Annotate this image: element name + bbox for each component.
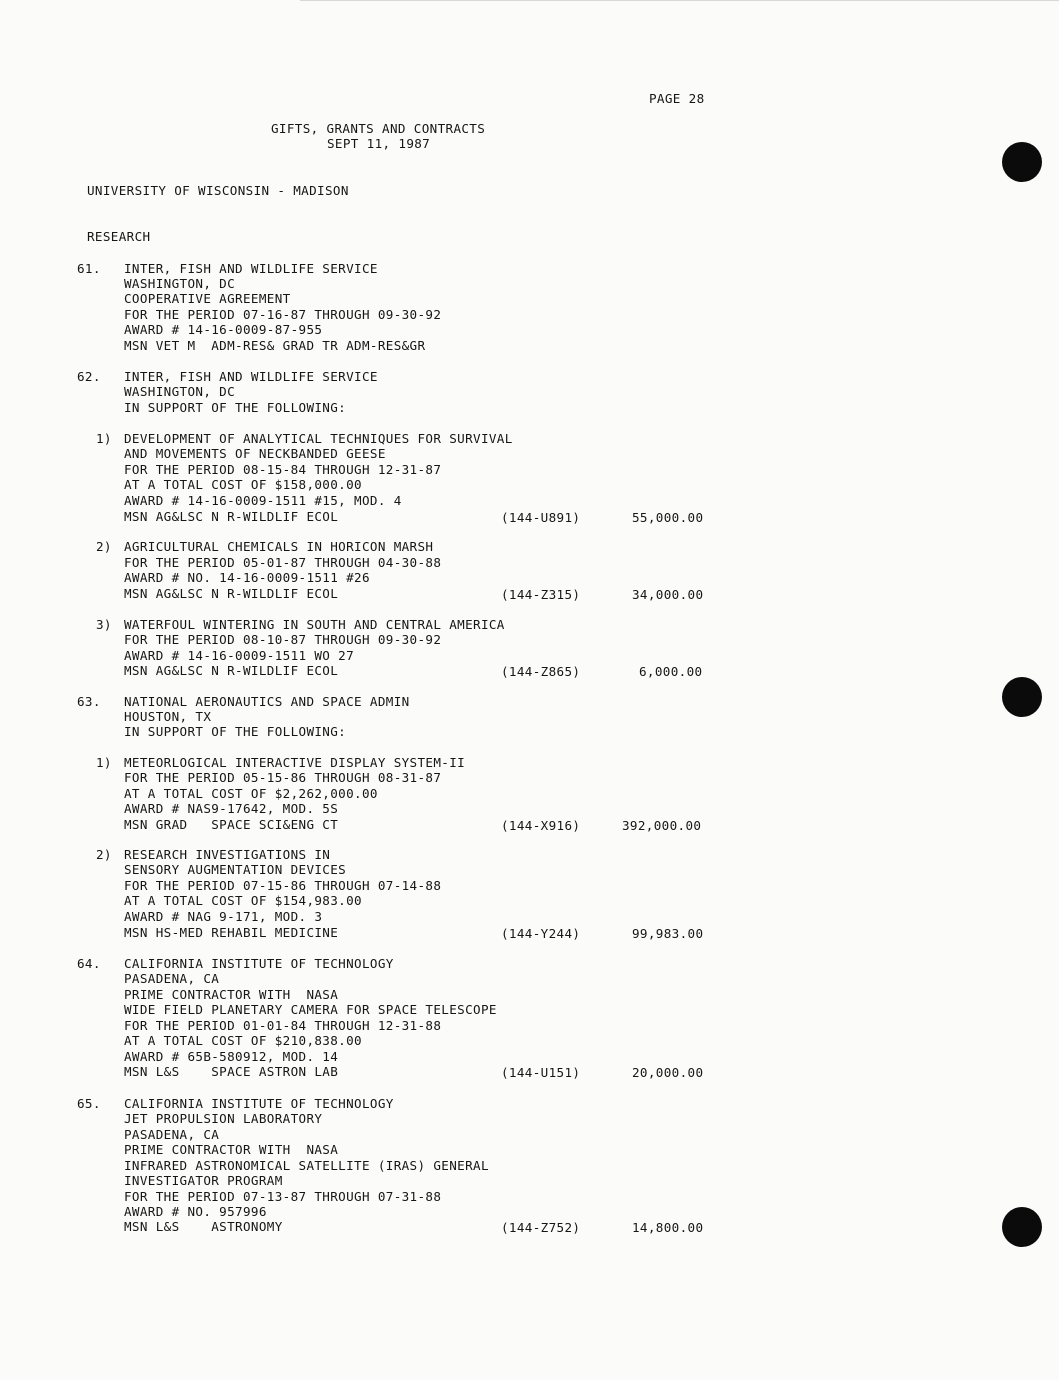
scan-edge-line (300, 0, 1059, 1)
page-number: PAGE 28 (649, 91, 705, 106)
entry-line: WIDE FIELD PLANETARY CAMERA FOR SPACE TELESCOPE (124, 1002, 497, 1017)
entry-line: MSN L&S SPACE ASTRON LAB (124, 1064, 339, 1079)
entry-line: FOR THE PERIOD 08-10-87 THROUGH 09-30-92 (124, 632, 442, 647)
entry-line: PRIME CONTRACTOR WITH NASA (124, 1142, 339, 1157)
entry-line: INTER, FISH AND WILDLIFE SERVICE (124, 369, 378, 384)
entry-line: AWARD # 14-16-0009-87-955 (124, 322, 323, 337)
entry-number: 62. (77, 369, 101, 384)
entry-line: SENSORY AUGMENTATION DEVICES (124, 862, 347, 877)
award-amount: 55,000.00 (632, 510, 704, 525)
account-code: (144-Z752) (501, 1220, 581, 1235)
entry-number: 63. (77, 694, 101, 709)
entry-line: INVESTIGATOR PROGRAM (124, 1173, 283, 1188)
account-code: (144-U151) (501, 1065, 581, 1080)
entry-line: AT A TOTAL COST OF $154,983.00 (124, 893, 362, 908)
entry-line: IN SUPPORT OF THE FOLLOWING: (124, 400, 347, 415)
sub-item-index: 3) (96, 617, 112, 632)
entry-line: AWARD # 14-16-0009-1511 #15, MOD. 4 (124, 493, 402, 508)
account-code: (144-Z865) (501, 664, 581, 679)
award-amount: 14,800.00 (632, 1220, 704, 1235)
award-amount: 20,000.00 (632, 1065, 704, 1080)
sub-item-index: 2) (96, 539, 112, 554)
binder-hole-bottom (1002, 1207, 1042, 1247)
sub-item-index: 1) (96, 755, 112, 770)
award-amount: 34,000.00 (632, 587, 704, 602)
entry-line: AWARD # 65B-580912, MOD. 14 (124, 1049, 339, 1064)
entry-line: MSN AG&LSC N R-WILDLIF ECOL (124, 663, 339, 678)
entry-line: PASADENA, CA (124, 971, 220, 986)
entry-line: AND MOVEMENTS OF NECKBANDED GEESE (124, 446, 386, 461)
entry-line: AWARD # NAG 9-171, MOD. 3 (124, 909, 323, 924)
entry-line: MSN HS-MED REHABIL MEDICINE (124, 925, 339, 940)
entry-line: AGRICULTURAL CHEMICALS IN HORICON MARSH (124, 539, 434, 554)
entry-line: COOPERATIVE AGREEMENT (124, 291, 291, 306)
entry-line: METEORLOGICAL INTERACTIVE DISPLAY SYSTEM-II (124, 755, 466, 770)
entry-number: 64. (77, 956, 101, 971)
account-code: (144-X916) (501, 818, 581, 833)
entry-line: MSN AG&LSC N R-WILDLIF ECOL (124, 509, 339, 524)
entry-line: INFRARED ASTRONOMICAL SATELLITE (IRAS) GENERAL (124, 1158, 489, 1173)
entry-line: WATERFOUL WINTERING IN SOUTH AND CENTRAL AMERICA (124, 617, 505, 632)
entry-line: INTER, FISH AND WILDLIFE SERVICE (124, 261, 378, 276)
entry-line: PRIME CONTRACTOR WITH NASA (124, 987, 339, 1002)
entry-line: CALIFORNIA INSTITUTE OF TECHNOLOGY (124, 956, 394, 971)
entry-line: AT A TOTAL COST OF $158,000.00 (124, 477, 362, 492)
entry-line: AWARD # NAS9-17642, MOD. 5S (124, 801, 339, 816)
entry-line: AWARD # NO. 14-16-0009-1511 #26 (124, 570, 370, 585)
entry-line: FOR THE PERIOD 07-13-87 THROUGH 07-31-88 (124, 1189, 442, 1204)
entry-line: IN SUPPORT OF THE FOLLOWING: (124, 724, 347, 739)
sub-item-index: 2) (96, 847, 112, 862)
entry-number: 65. (77, 1096, 101, 1111)
entry-line: FOR THE PERIOD 01-01-84 THROUGH 12-31-88 (124, 1018, 442, 1033)
award-amount: 392,000.00 (622, 818, 702, 833)
entry-line: WASHINGTON, DC (124, 384, 236, 399)
section-heading: RESEARCH (87, 229, 151, 244)
entry-line: FOR THE PERIOD 05-15-86 THROUGH 08-31-87 (124, 770, 442, 785)
entry-line: MSN GRAD SPACE SCI&ENG CT (124, 817, 339, 832)
award-amount: 99,983.00 (632, 926, 704, 941)
binder-hole-top (1002, 142, 1042, 182)
entry-line: AWARD # 14-16-0009-1511 WO 27 (124, 648, 355, 663)
entry-line: WASHINGTON, DC (124, 276, 236, 291)
account-code: (144-Y244) (501, 926, 581, 941)
document-title: GIFTS, GRANTS AND CONTRACTS (271, 121, 486, 136)
entry-line: HOUSTON, TX (124, 709, 212, 724)
account-code: (144-U891) (501, 510, 581, 525)
entry-line: MSN AG&LSC N R-WILDLIF ECOL (124, 586, 339, 601)
entry-line: AT A TOTAL COST OF $210,838.00 (124, 1033, 362, 1048)
award-amount: 6,000.00 (639, 664, 703, 679)
entry-line: JET PROPULSION LABORATORY (124, 1111, 323, 1126)
entry-number: 61. (77, 261, 101, 276)
entry-line: PASADENA, CA (124, 1127, 220, 1142)
entry-line: RESEARCH INVESTIGATIONS IN (124, 847, 331, 862)
entry-line: FOR THE PERIOD 07-16-87 THROUGH 09-30-92 (124, 307, 442, 322)
entry-line: AWARD # NO. 957996 (124, 1204, 267, 1219)
entry-line: FOR THE PERIOD 07-15-86 THROUGH 07-14-88 (124, 878, 442, 893)
binder-hole-middle (1002, 677, 1042, 717)
entry-line: MSN L&S ASTRONOMY (124, 1219, 283, 1234)
document-date: SEPT 11, 1987 (327, 136, 431, 151)
entry-line: NATIONAL AERONAUTICS AND SPACE ADMIN (124, 694, 410, 709)
entry-line: AT A TOTAL COST OF $2,262,000.00 (124, 786, 378, 801)
entry-line: FOR THE PERIOD 05-01-87 THROUGH 04-30-88 (124, 555, 442, 570)
account-code: (144-Z315) (501, 587, 581, 602)
entry-line: FOR THE PERIOD 08-15-84 THROUGH 12-31-87 (124, 462, 442, 477)
institution-name: UNIVERSITY OF WISCONSIN - MADISON (87, 183, 349, 198)
entry-line: MSN VET M ADM-RES& GRAD TR ADM-RES&GR (124, 338, 426, 353)
sub-item-index: 1) (96, 431, 112, 446)
entry-line: CALIFORNIA INSTITUTE OF TECHNOLOGY (124, 1096, 394, 1111)
entry-line: DEVELOPMENT OF ANALYTICAL TECHNIQUES FOR SURVIVAL (124, 431, 513, 446)
